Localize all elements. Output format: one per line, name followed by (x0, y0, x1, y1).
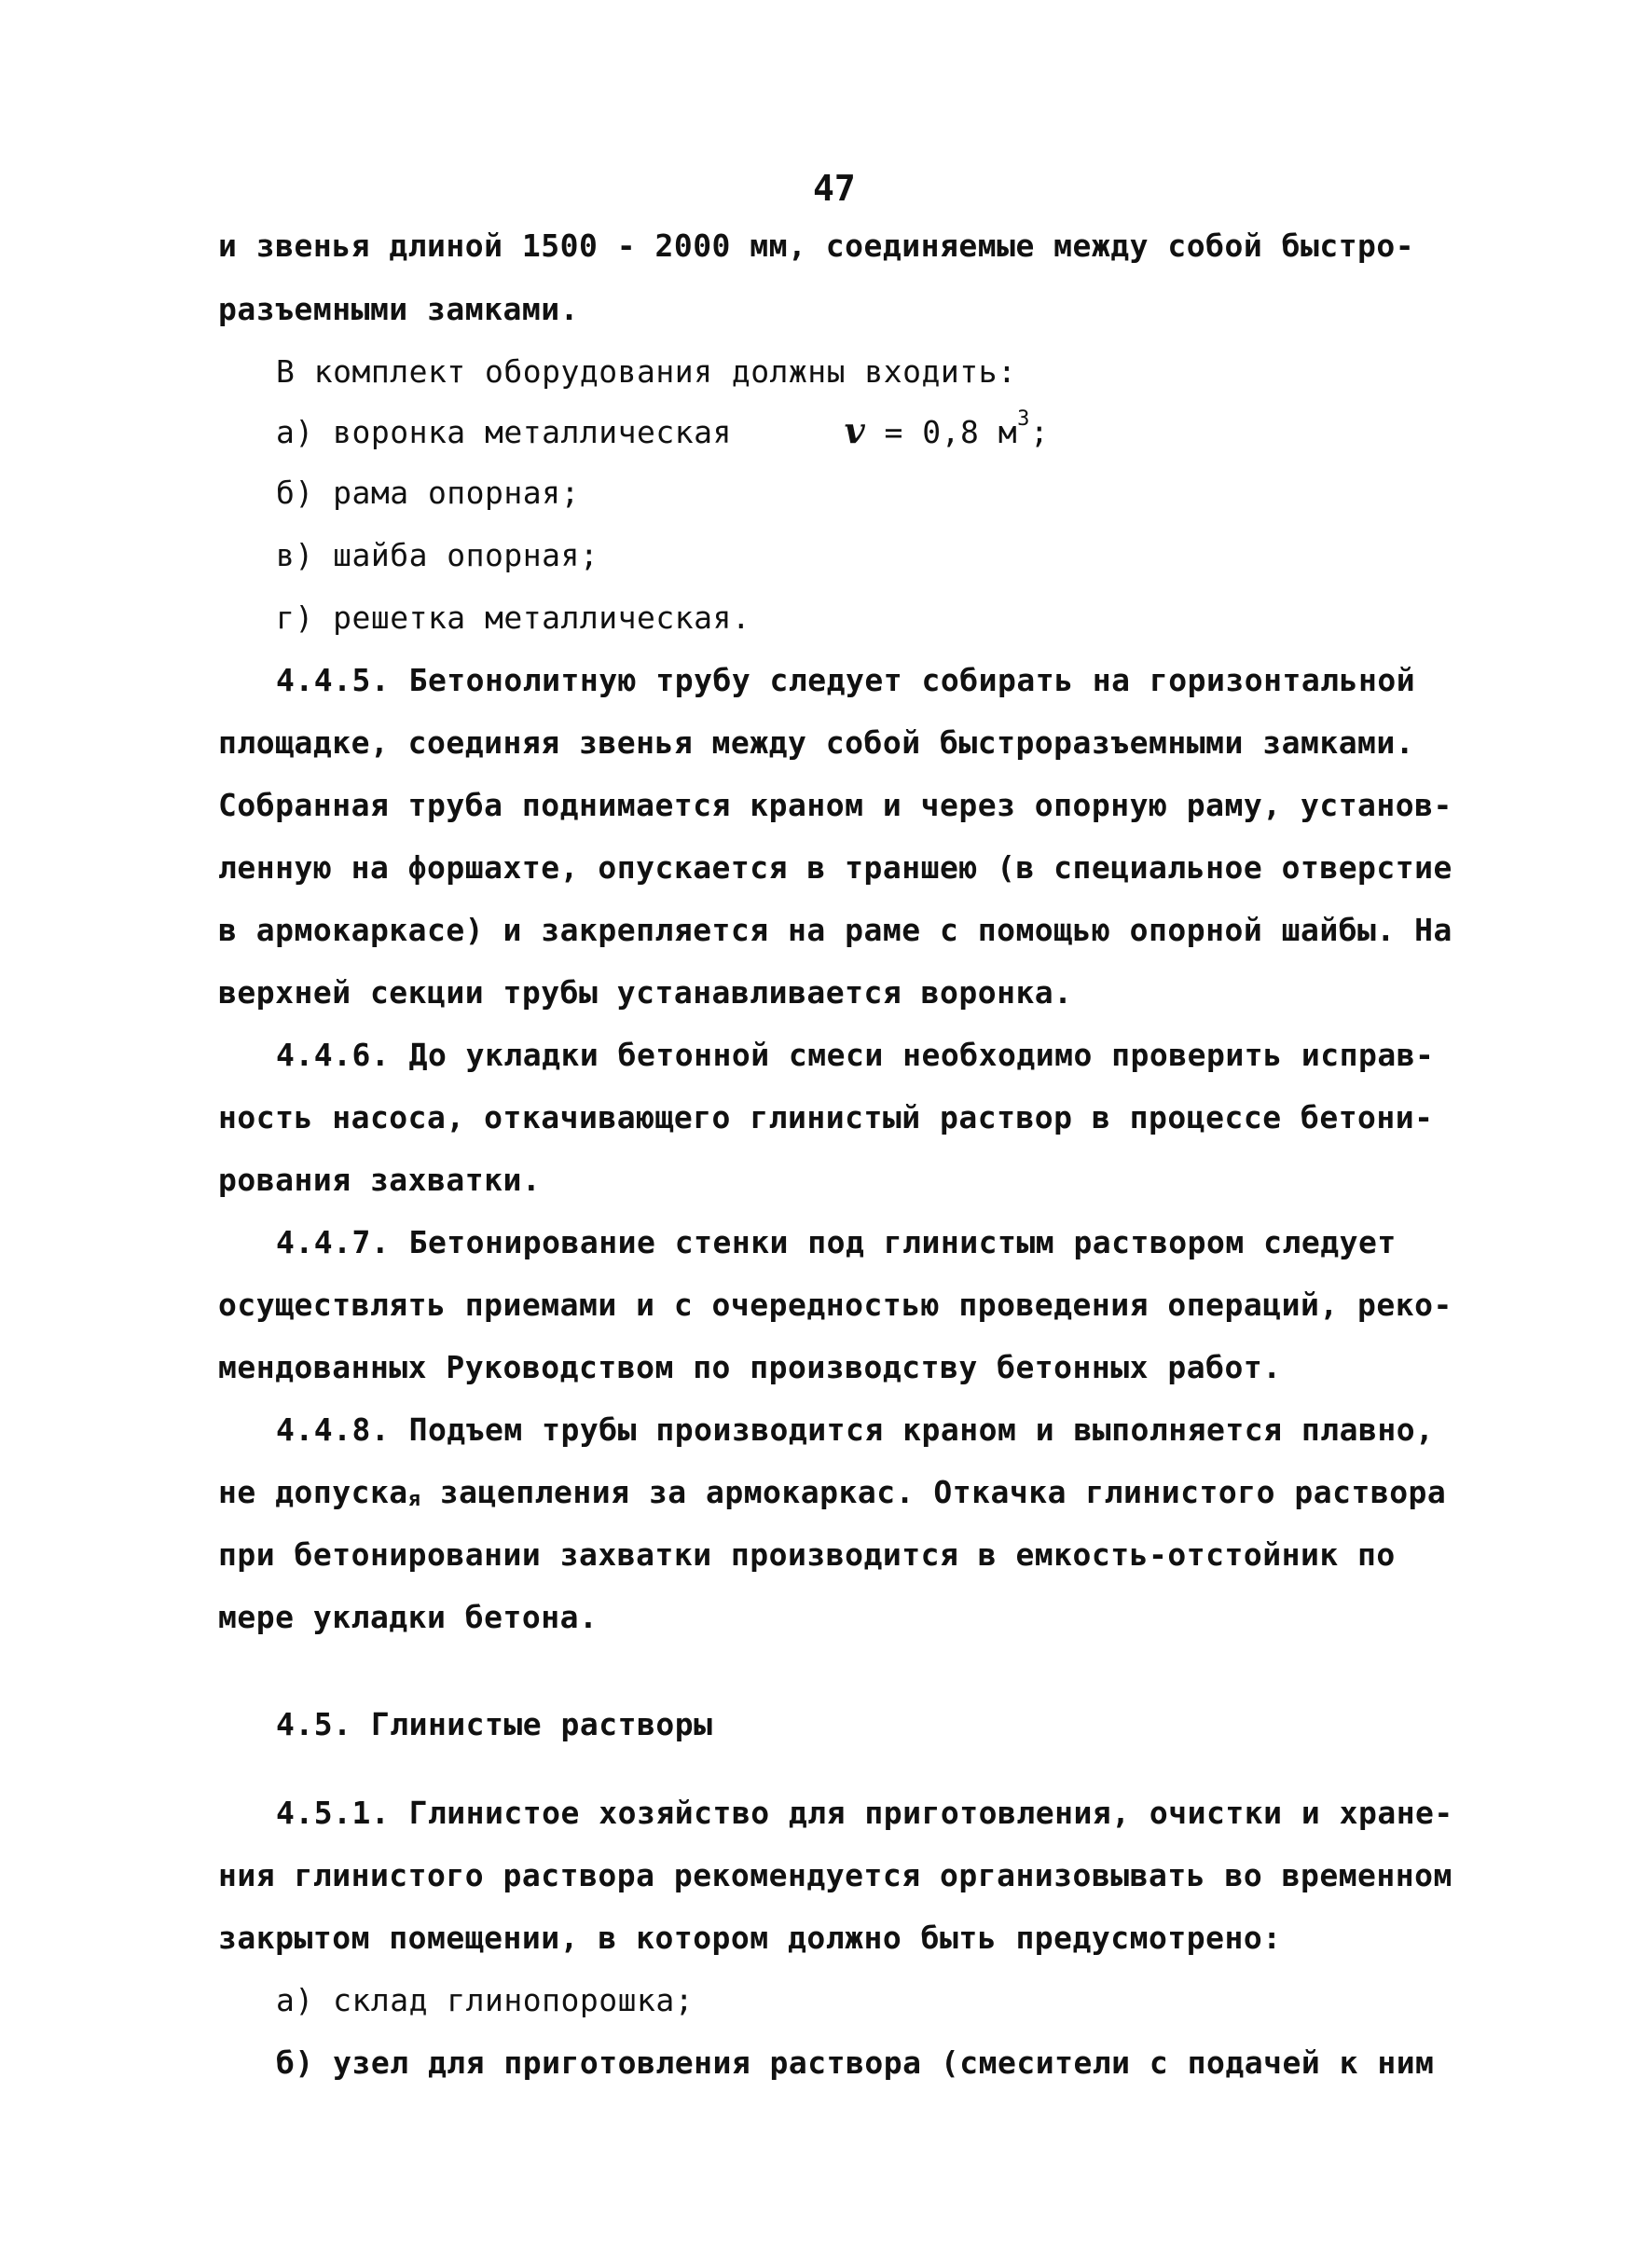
paragraph-4-4-5-line-2: площадке, соединяя звенья между собой быстроразъемными замками. (218, 724, 1415, 761)
volume-exponent: 3 (1017, 407, 1030, 431)
paragraph-4-5-1-line-2: ния глинистого раствора рекомендуется организовывать во временном (218, 1857, 1452, 1893)
list-item-a-funnel (276, 407, 1050, 451)
paragraph-4-4-8-line-3: при бетонировании захватки производится в емкость-отстойник по (218, 1536, 1396, 1573)
paragraph-4-4-8-line-2-start: не допуска (218, 1474, 408, 1510)
paragraph-4-4-8-line-4: мере укладки бетона. (218, 1599, 599, 1635)
list-item-b-mixing-unit: б) узел для приготовления раствора (смесители с подачей к ним (276, 2044, 1435, 2081)
paragraph-4-4-6-line-2: ность насоса, откачивающего глинистый раствор в процессе бетони- (218, 1099, 1434, 1135)
paragraph-4-4-5-line-5: в армокаркасе) и закрепляется на раме с помощью опорной шайбы. На (218, 912, 1452, 948)
list-item-v: в) шайба опорная; (276, 537, 599, 573)
paragraph-4-4-7-line-2: осуществлять приемами и с очередностью проведения операций, реко- (218, 1287, 1452, 1323)
paragraph-4-4-7-line-3: мендованных Руководством по производству бетонных работ. (218, 1349, 1282, 1385)
text-line-1: и звенья длиной 1500 - 2000 мм, соединяемые между собой быстро- (218, 227, 1415, 264)
paragraph-4-5-1-line-3: закрытом помещении, в котором должно быть предусмотрено: (218, 1920, 1282, 1956)
list-item-a-clay-storage: а) склад глинопорошка; (276, 1982, 695, 2018)
paragraph-4-4-8-line-2 (218, 1474, 1446, 1511)
list-item-g: г) решетка металлическая. (276, 599, 751, 636)
paragraph-4-4-8-line-1: 4.4.8. Подъем трубы производится краном и выполняется плавно, (276, 1411, 1435, 1448)
list-item-b: б) рама опорная; (276, 475, 580, 511)
volume-variable: v (844, 409, 866, 451)
text-line-3: В комплект оборудования должны входить: (276, 353, 1017, 390)
volume-value: = 0,8 м (884, 414, 1018, 450)
paragraph-4-4-7-line-1: 4.4.7. Бетонирование стенки под глинистым раствором следует (276, 1224, 1397, 1260)
paragraph-4-5-1-line-1: 4.5.1. Глинистое хозяйство для приготовления, очистки и хране- (276, 1795, 1453, 1831)
subscript-letter: я (407, 1488, 421, 1511)
paragraph-4-4-5-line-4: ленную на форшахте, опускается в траншею (в специальное отверстие (218, 849, 1452, 886)
paragraph-4-4-5-line-6: верхней секции трубы устанавливается воронка. (218, 974, 1073, 1011)
paragraph-4-4-5-line-1: 4.4.5. Бетонолитную трубу следует собирать на горизонтальной (276, 662, 1416, 698)
list-item-a-label: а) воронка металлическая (276, 414, 732, 450)
paragraph-4-4-8-line-2-rest: зацепления за армокаркас. Откачка глинистого раствора (420, 1474, 1447, 1510)
page-number: 47 (813, 168, 856, 209)
section-heading-4-5: 4.5. Глинистые растворы (276, 1706, 713, 1742)
volume-end: ; (1029, 414, 1050, 450)
text-line-2: разъемными замками. (218, 291, 579, 327)
paragraph-4-4-6-line-1: 4.4.6. До укладки бетонной смеси необходимо проверить исправ- (276, 1037, 1435, 1073)
paragraph-4-4-5-line-3: Собранная труба поднимается краном и через опорную раму, установ- (218, 787, 1452, 823)
paragraph-4-4-6-line-3: рования захватки. (218, 1162, 542, 1198)
